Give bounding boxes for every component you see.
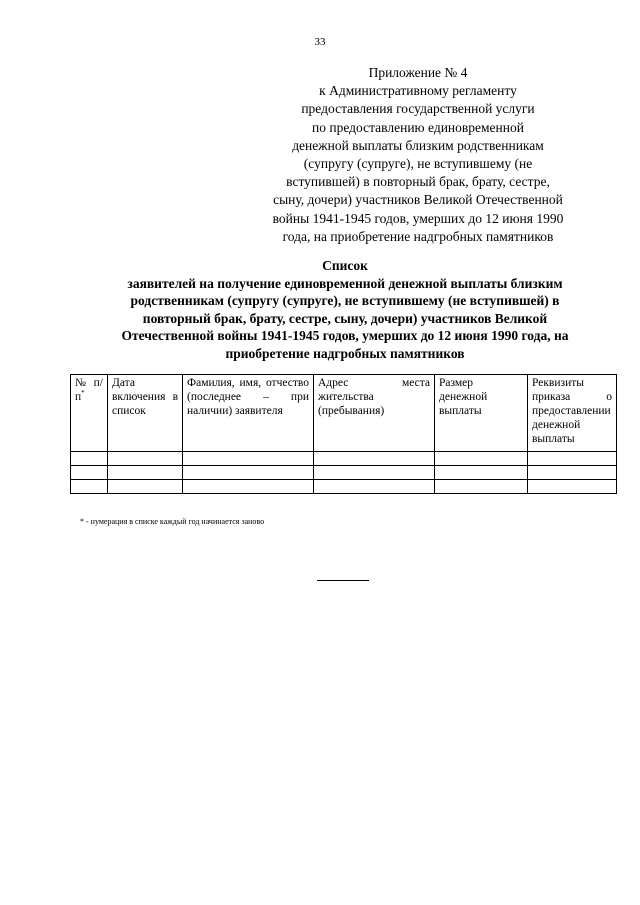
list-title-line: Список [322, 258, 368, 273]
footnote: * - нумерация в списке каждый год начинается заново [80, 517, 265, 526]
appendix-line: вступившей) в повторный брак, брату, сестре, [286, 174, 550, 190]
table-cell [108, 466, 183, 480]
appendix-line: сыну, дочери) участников Великой Отечественной [273, 192, 563, 208]
table-cell [183, 480, 314, 494]
list-title-line: родственникам (супругу (супруге), не вступившему (не вступившей) в [130, 293, 560, 309]
table-cell [435, 452, 528, 466]
table-cell [528, 452, 617, 466]
table-row [71, 480, 617, 494]
table-row [71, 452, 617, 466]
table-cell [435, 480, 528, 494]
column-header-address: Адрес места жительства (пребывания) [314, 375, 435, 452]
table-row [71, 466, 617, 480]
appendix-line: года, на приобретение надгробных памятников [282, 228, 554, 244]
column-header-date: Дата включения в список [108, 375, 183, 452]
appendix-line: по предоставлению единовременной [312, 119, 524, 135]
table-cell [528, 466, 617, 480]
appendix-header [262, 64, 574, 246]
footnote-marker: * [81, 389, 85, 398]
list-title-line: повторный брак, брату, сестре, сыну, дочери) участников Великой [142, 310, 548, 326]
table-cell [528, 480, 617, 494]
table-cell [108, 452, 183, 466]
column-header-name: Фамилия, имя, отчество (последнее – при наличии) заявителя [183, 375, 314, 452]
column-header-amount: Размер денежной выплаты [435, 375, 528, 452]
appendix-line: войны 1941-1945 годов, умерших до 12 июня 1990 [272, 210, 564, 226]
table-cell [71, 466, 108, 480]
list-title-line: приобретение надгробных памятников [225, 345, 465, 361]
column-header-order: Реквизиты приказа о предоставлении денежной выплаты [528, 375, 617, 452]
column-header-number: № п/п* [71, 375, 108, 452]
table-header-row [71, 375, 617, 452]
appendix-line: (супругу (супруге), не вступившему (не [303, 156, 533, 172]
appendix-line: денежной выплаты близким родственникам [292, 137, 544, 153]
table-cell [71, 452, 108, 466]
table-cell [435, 466, 528, 480]
page-number: 33 [314, 36, 326, 48]
table-cell [183, 452, 314, 466]
list-title [80, 257, 610, 363]
table-cell [71, 480, 108, 494]
end-divider [317, 580, 369, 581]
applicants-table [70, 374, 617, 494]
table-cell [314, 466, 435, 480]
table-cell [183, 466, 314, 480]
table-cell [108, 480, 183, 494]
list-title-line: Отечественной войны 1941-1945 годов, умерших до 12 июня 1990 года, на [121, 328, 569, 344]
appendix-line: к Административному регламенту [319, 83, 517, 99]
appendix-line: предоставления государственной услуги [301, 101, 535, 117]
list-title-line: заявителей на получение единовременной денежной выплаты близким [127, 275, 563, 291]
appendix-line: Приложение № 4 [368, 65, 468, 80]
table-cell [314, 480, 435, 494]
table-cell [314, 452, 435, 466]
